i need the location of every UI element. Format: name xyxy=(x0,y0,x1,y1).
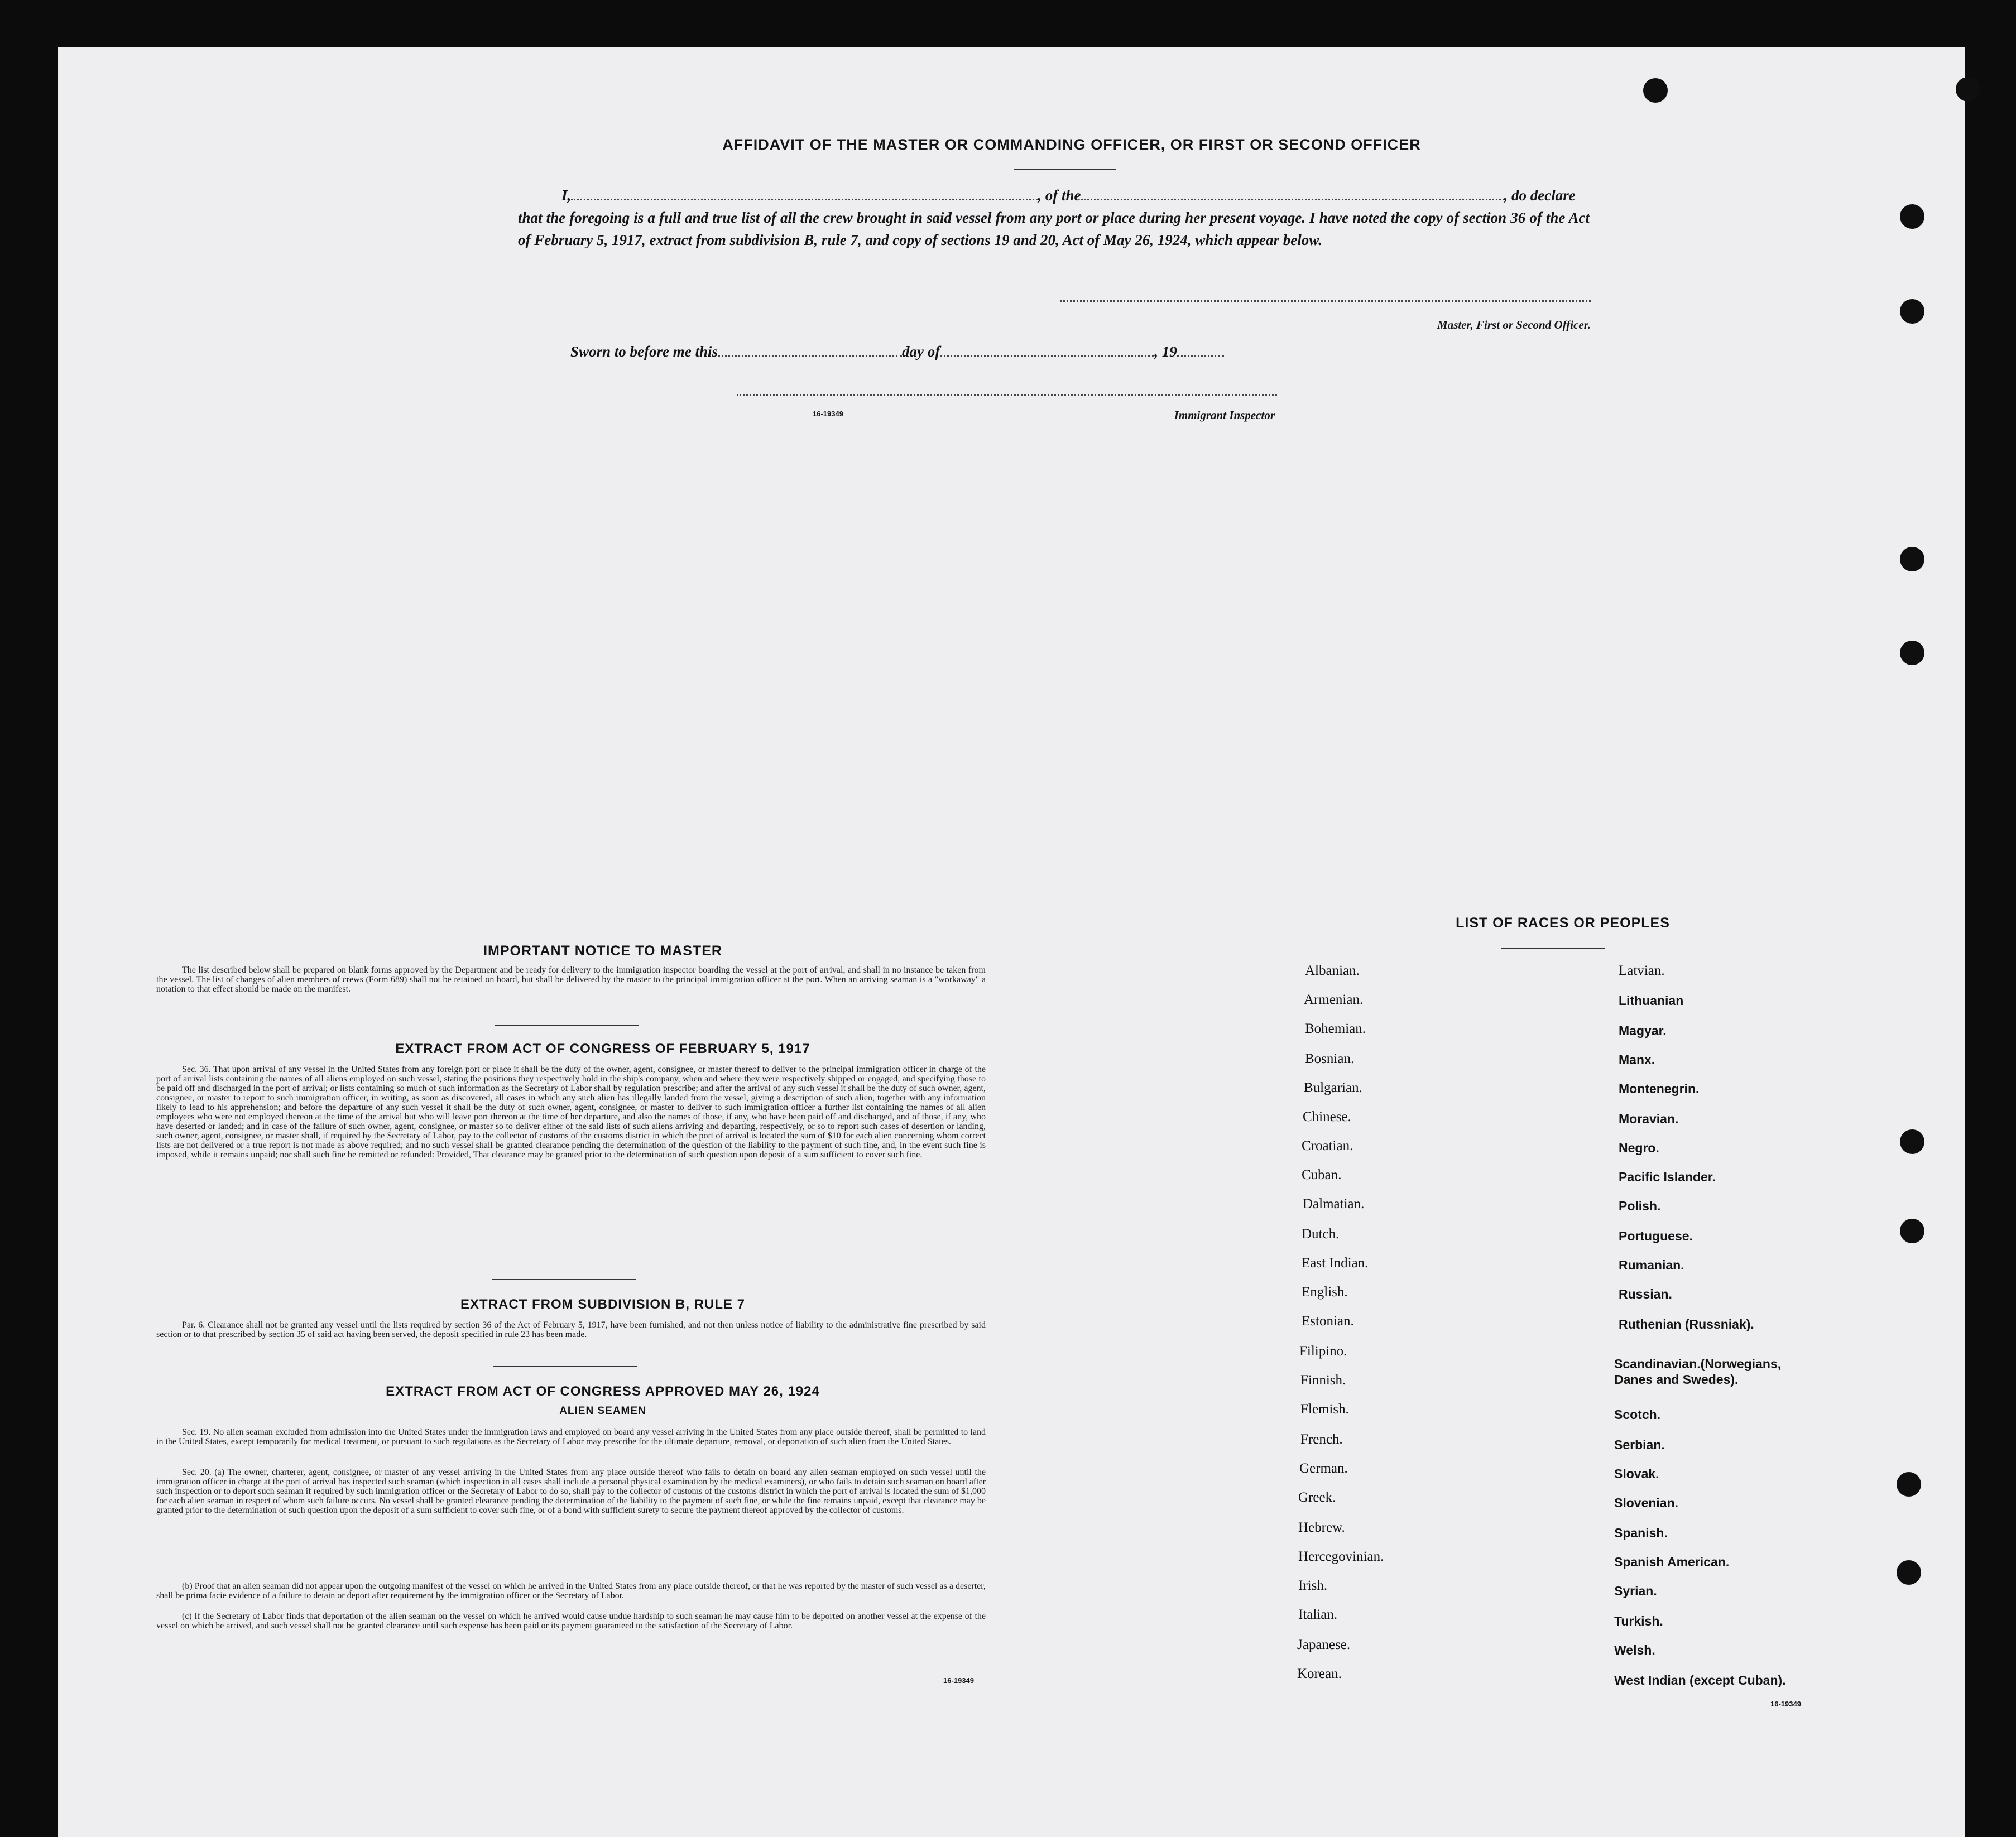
race-item: Turkish. xyxy=(1614,1614,1663,1628)
sworn-month-field[interactable] xyxy=(940,355,1154,357)
sec20b-body: (b) Proof that an alien seaman did not appear upon the outgoing manifest of the vessel on which he arrived in the United States from any place outside thereof, or that he was reported by the master of such vessel as a deserter, shall be prima facie evidence of a failure to detain or deport after requirement by the immigration officer or the Secretary of Labor. xyxy=(156,1581,986,1600)
race-item: German. xyxy=(1299,1461,1348,1476)
race-item: Hebrew. xyxy=(1298,1520,1345,1535)
race-item: Finnish. xyxy=(1300,1373,1346,1388)
race-item: Croatian. xyxy=(1302,1138,1353,1153)
divider xyxy=(492,1279,636,1280)
race-item: Manx. xyxy=(1619,1052,1655,1067)
notice-body: The list described below shall be prepared on blank forms approved by the Department and be ready for delivery to the immigration inspector boarding the vessel at the port of arrival, and shall in no instance be taken from the vessel. The list of changes of alien members of crews (Form 689) shall not be retained on board, but shall be delivered by the master to the principal immigration officer at the port. When an arriving seaman is a "workaway" a notation to that effect should be made on the manifest. xyxy=(156,965,986,994)
sec19-body: Sec. 19. No alien seaman excluded from admission into the United States under the immigration laws and employed on board any vessel arriving in the United States from any place outside thereof, shall be permitted to land in the United States, except temporarily for medical treatment, or pursuant to such regulations as the Secretary of Labor may prescribe for the ultimate departure, removal, or deportation of such alien from the United States. xyxy=(156,1427,986,1446)
sworn-day-field[interactable] xyxy=(718,355,902,357)
race-item: Rumanian. xyxy=(1619,1258,1684,1272)
race-item: Italian. xyxy=(1298,1607,1338,1622)
race-item: Estonian. xyxy=(1302,1314,1354,1329)
sworn-day-label: day of xyxy=(902,343,940,360)
sec20c-body: (c) If the Secretary of Labor finds that deportation of the alien seaman on the vessel on which he arrived would cause undue hardship to such seaman he may cause him to be deported on another vessel at the expense of the vessel on which he arrived, and such vessel shall not be granted clearance until such expense has been paid or its payment guaranteed to the satisfaction of the Secretary of Labor. xyxy=(156,1612,986,1631)
race-item: Pacific Islander. xyxy=(1619,1170,1716,1184)
race-item: Bohemian. xyxy=(1305,1021,1366,1036)
divider xyxy=(1501,948,1605,949)
inspector-signature-field[interactable] xyxy=(737,394,1277,396)
race-item: Portuguese. xyxy=(1619,1229,1693,1243)
officer-signature-field[interactable] xyxy=(1060,300,1591,302)
affidavit-title: AFFIDAVIT OF THE MASTER OR COMMANDING OFFICER, OR FIRST OR SECOND OFFICER xyxy=(722,136,1421,153)
race-item: Irish. xyxy=(1298,1578,1328,1593)
sworn-prefix: Sworn to before me this xyxy=(570,343,718,360)
declarant-name-field[interactable] xyxy=(571,199,1038,200)
page-edge xyxy=(1965,47,1976,1837)
races-title: LIST OF RACES OR PEOPLES xyxy=(1456,915,1670,931)
binder-hole xyxy=(1900,641,1924,665)
divider xyxy=(1014,169,1116,170)
race-item: Lithuanian xyxy=(1619,993,1684,1008)
sec20a-body: Sec. 20. (a) The owner, charterer, agent, consignee, or master of any vessel arriving in the United States from any place outside thereof who fails to detain on board any alien seaman employed on such vessel until the immigration officer in charge at the port of arrival has inspected such seaman (which inspection in all cases shall include a personal physical examination by the medical examiners), or who fails to detain such seaman on board after such inspection or to deport such seaman if required by such immigration officer or the Secretary of Labor to do so, shall pay to the collector of customs of the customs district in which the port of arrival is located the sum of $1,000 for each alien seaman in respect of whom such failure occurs. No vessel shall be granted clearance pending the determination of the liability to the payment of such fine, or while the fine remains unpaid, except that clearance may be granted prior to the determination of such question upon the deposit of a sum sufficient to cover such fine, or of a bond with sufficient surety to secure the payment thereof approved by the collector of customs. xyxy=(156,1468,986,1515)
divider xyxy=(495,1025,639,1026)
race-item: Filipino. xyxy=(1299,1344,1347,1359)
race-item: Ruthenian (Russniak). xyxy=(1619,1317,1754,1331)
signature-label: Master, First or Second Officer. xyxy=(1437,318,1591,331)
race-item: Latvian. xyxy=(1619,963,1665,978)
form-number: 16-19349 xyxy=(1770,1700,1801,1708)
race-item: Bulgarian. xyxy=(1304,1080,1362,1095)
race-item: Negro. xyxy=(1619,1141,1659,1155)
extract-rule7-title: EXTRACT FROM SUBDIVISION B, RULE 7 xyxy=(460,1297,746,1312)
affidavit-declaration-line xyxy=(518,184,1590,206)
race-item: Serbian. xyxy=(1614,1437,1665,1452)
declare-label: , do declare xyxy=(1504,187,1576,204)
vessel-label: , of the xyxy=(1038,187,1081,204)
binder-hole xyxy=(1900,1219,1924,1243)
vessel-name-field[interactable] xyxy=(1081,199,1504,200)
race-item: Spanish American. xyxy=(1614,1555,1730,1569)
binder-hole xyxy=(1643,78,1668,103)
race-item: English. xyxy=(1302,1285,1348,1300)
extract-1917-title: EXTRACT FROM ACT OF CONGRESS OF FEBRUARY 5, 1917 xyxy=(395,1041,810,1056)
binder-hole xyxy=(1900,1129,1924,1154)
race-item: Cuban. xyxy=(1302,1167,1342,1182)
extract-1917-body: Sec. 36. That upon arrival of any vessel in the United States from any foreign port or place it shall be the duty of the owner, agent, consignee, or master thereof to deliver to the principal immigration officer in charge of the port of arrival lists containing the names of all aliens employed on such vessel, stating the positions they respectively hold in the ship's company, when and where they were respectively shipped or engaged, and specifying those to be paid off and discharged in the port of arrival; or lists containing so much of such information as the Secretary of Labor shall by regulation prescribe; and after the arrival of any such vessel it shall be the duty of such owner, agent, consignee, or master to report to such immigration officer, in writing, as soon as discovered, all cases in which any such alien has illegally landed from the vessel, giving a description of such alien, together with any information likely to lead to his apprehension; and before the departure of any such vessel it shall be the duty of such owner, agent, consignee, or master to deliver to such immigration officer a further list containing the names of all alien employees who were not employed thereon at the time of the arrival but who will leave port thereon at the time of her departure, and also the names of those, if any, who have been paid off and discharged, and of those, if any, who have deserted or landed; and in case of the failure of such owner, agent, consignee, or master so to deliver either of the said lists of such aliens arriving and departing, respectively, or so to report such cases of desertion or landing, such owner, agent, consignee, or master shall, if required by the Secretary of Labor, pay to the collector of customs of the customs district in which the port of arrival is located the sum of $10 for each alien concerning whom correct lists are not delivered or a true report is not made as above required; and no such vessel shall be granted clearance pending the determination of the question of the liability to the payment of such fine, and, in the event such fine is imposed, while it remains unpaid; nor shall such fine be remitted or refunded: Provided, That clearance may be granted prior to the determination of such question upon deposit of a sum sufficient to cover such fine. xyxy=(156,1065,986,1160)
race-item: Magyar. xyxy=(1619,1023,1667,1038)
notice-title: IMPORTANT NOTICE TO MASTER xyxy=(483,943,722,959)
race-item: Bosnian. xyxy=(1305,1051,1355,1066)
form-number: 16-19349 xyxy=(813,410,843,418)
race-item: Japanese. xyxy=(1297,1637,1351,1652)
race-item: Dalmatian. xyxy=(1303,1196,1365,1211)
sworn-year-field[interactable] xyxy=(1177,355,1224,357)
race-item: Albanian. xyxy=(1305,963,1360,978)
sworn-line xyxy=(570,340,1296,363)
race-item: Greek. xyxy=(1298,1490,1336,1505)
divider xyxy=(493,1366,637,1367)
race-item: Montenegrin. xyxy=(1619,1081,1700,1096)
race-item: Scandinavian.(Norwegians, Danes and Swedes). xyxy=(1614,1357,1782,1387)
race-item: Armenian. xyxy=(1304,992,1364,1007)
extract-1924-title: EXTRACT FROM ACT OF CONGRESS APPROVED MAY 26, 1924 xyxy=(386,1384,820,1399)
inspector-label: Immigrant Inspector xyxy=(1174,408,1275,422)
race-item: East Indian. xyxy=(1302,1256,1369,1271)
race-item: Dutch. xyxy=(1302,1227,1340,1242)
race-item: Welsh. xyxy=(1614,1643,1655,1657)
race-item: Moravian. xyxy=(1619,1112,1679,1126)
alien-seamen-subtitle: ALIEN SEAMEN xyxy=(559,1405,646,1417)
binder-hole xyxy=(1897,1472,1921,1497)
race-item: Russian. xyxy=(1619,1287,1672,1301)
race-item: Slovak. xyxy=(1614,1466,1659,1481)
race-item: Scotch. xyxy=(1614,1407,1661,1422)
race-item: Chinese. xyxy=(1303,1109,1351,1124)
binder-hole xyxy=(1897,1560,1921,1585)
extract-rule7-body: Par. 6. Clearance shall not be granted any vessel until the lists required by section 36 of the Act of February 5, 1917, have been furnished, and not then unless notice of liability to the administrative fine prescribed by said section or to that prescribed by section 35 of said act having been served, the deposit specified in rule 23 has been made. xyxy=(156,1320,986,1339)
race-item: Hercegovinian. xyxy=(1298,1549,1384,1564)
sworn-year-label: , 19 xyxy=(1154,343,1177,360)
race-item: Slovenian. xyxy=(1614,1495,1679,1510)
race-item: Flemish. xyxy=(1300,1402,1349,1417)
race-item: French. xyxy=(1300,1432,1343,1447)
affidavit-body: that the foregoing is a full and true list of all the crew brought in said vessel from any port or place during her present voyage. I have noted the copy of section 36 of the Act of February 5, 1917, extract from subdivision B, rule 7, and copy of sections 19 and 20, Act of May 26, 1924, which appear below. xyxy=(518,209,1590,248)
declarant-label: I, xyxy=(561,187,572,204)
binder-hole xyxy=(1900,204,1924,229)
race-item: Korean. xyxy=(1297,1666,1342,1681)
race-item: Spanish. xyxy=(1614,1526,1668,1540)
race-item: West Indian (except Cuban). xyxy=(1614,1673,1786,1687)
race-item: Syrian. xyxy=(1614,1584,1657,1598)
binder-hole xyxy=(1900,547,1924,571)
race-item: Polish. xyxy=(1619,1199,1661,1213)
binder-hole xyxy=(1956,77,1980,102)
form-number: 16-19349 xyxy=(943,1676,974,1685)
binder-hole xyxy=(1900,299,1924,324)
